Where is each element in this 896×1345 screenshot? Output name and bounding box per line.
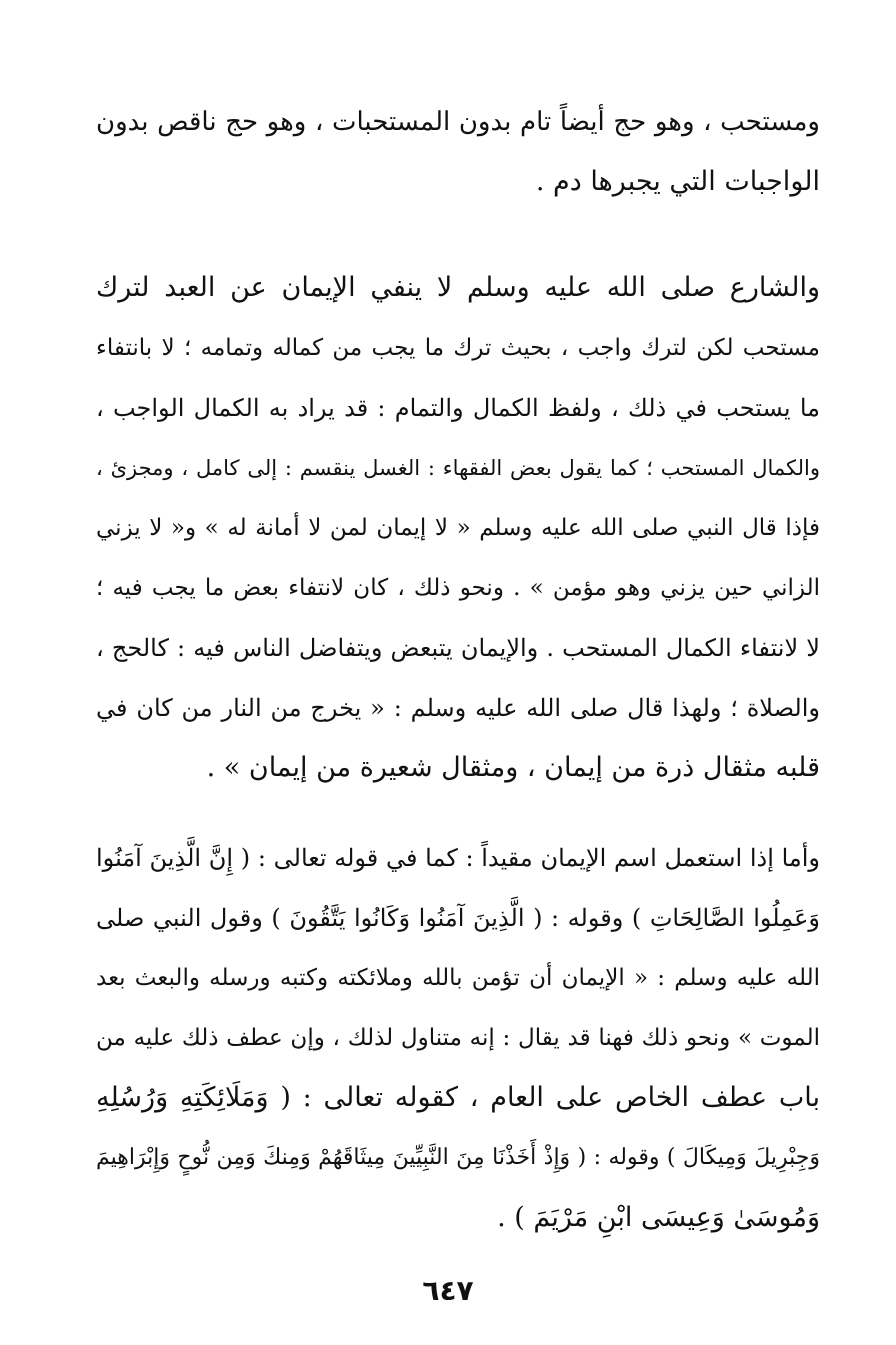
text-line: الزاني حين يزني وهو مؤمن » . ونحو ذلك ، كان لانتفاء بعض ما يجب فيه ؛ <box>96 575 820 601</box>
text-line: قلبه مثقال ذرة من إيمان ، ومثقال شعيرة من إيمان » . <box>206 752 820 783</box>
text-line: وَعَمِلُوا الصَّالِحَاتِ ) وقوله : ( الَّذِينَ آمَنُوا وَكَانُوا يَتَّقُونَ ) وقول النبي صلى <box>96 904 820 932</box>
text-line: والكمال المستحب ؛ كما يقول بعض الفقهاء : الغسل ينقسم : إلى كامل ، ومجزئ ، <box>96 456 820 480</box>
paragraph-iman-completeness <box>96 258 820 798</box>
paragraph-hajj <box>96 92 820 212</box>
page-number: ٦٤٧ <box>422 1274 474 1307</box>
text-line: مستحب لكن لترك واجب ، بحيث ترك ما يجب من كماله وتمامه ؛ لا بانتفاء <box>96 335 820 361</box>
text-line: باب عطف الخاص على العام ، كقوله تعالى : ( وَمَلَائِكَتِهِ وَرُسُلِهِ <box>96 1082 820 1113</box>
text-line: وَجِبْرِيلَ وَمِيكَالَ ) وقوله : ( وَإِذْ أَخَذْنَا مِنَ النَّبِيِّينَ مِيثَاقَهُمْ وَمِنكَ وَمِن نُّوحٍ وَإِبْرَاهِيمَ <box>96 1145 820 1170</box>
text-line: ما يستحب في ذلك ، ولفظ الكمال والتمام : قد يراد به الكمال الواجب ، <box>96 394 820 422</box>
text-line: والصلاة ؛ ولهذا قال صلى الله عليه وسلم : « يخرج من النار من كان في <box>96 694 820 722</box>
text-line: الموت » ونحو ذلك فهنا قد يقال : إنه متناول لذلك ، وإن عطف ذلك عليه من <box>96 1025 820 1051</box>
text-line: وَمُوسَىٰ وَعِيسَى ابْنِ مَرْيَمَ ) . <box>497 1202 820 1233</box>
text-line: ومستحب ، وهو حج أيضاً تام بدون المستحبات ، وهو حج ناقص بدون <box>96 107 820 137</box>
text-line: فإذا قال النبي صلى الله عليه وسلم « لا إيمان لمن لا أمانة له » و« لا يزني <box>96 515 821 541</box>
paragraph-iman-restricted <box>96 828 820 1248</box>
text-line: الواجبات التي يجبرها دم . <box>535 166 820 197</box>
text-line: الله عليه وسلم : « الإيمان أن تؤمن بالله وملائكته وكتبه ورسله والبعث بعد <box>96 965 820 991</box>
text-line: والشارع صلى الله عليه وسلم لا ينفي الإيمان عن العبد لترك <box>96 272 820 303</box>
text-line: وأما إذا استعمل اسم الإيمان مقيداً : كما في قوله تعالى : ( إِنَّ الَّذِينَ آمَنُوا <box>96 844 820 872</box>
text-line: لا لانتفاء الكمال المستحب . والإيمان يتبعض ويتفاضل الناس فيه : كالحج ، <box>96 634 820 662</box>
